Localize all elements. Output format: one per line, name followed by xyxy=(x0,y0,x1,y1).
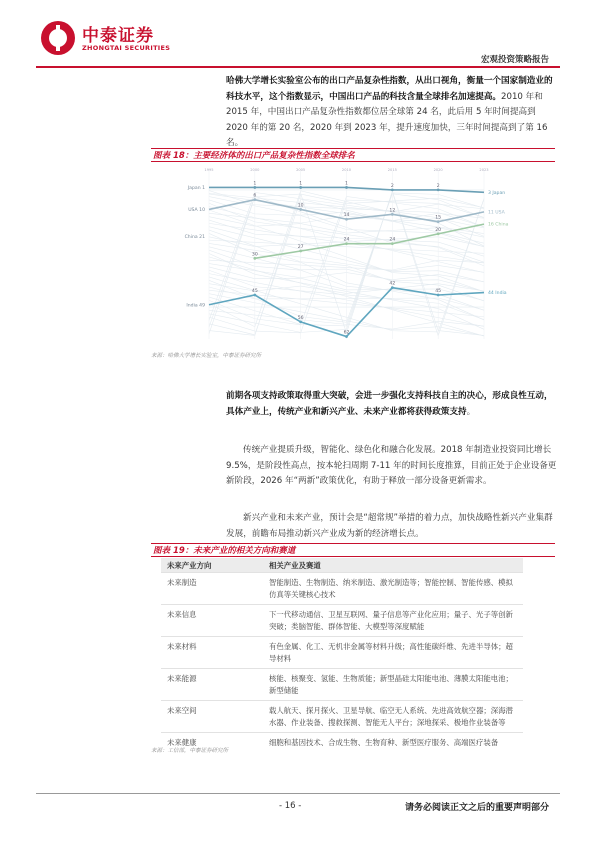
intro-paragraph xyxy=(226,74,558,152)
table-header-row xyxy=(161,558,523,573)
table-cell-sectors: 核能、核聚变、氢能、生物质能；新型晶硅太阳能电池、薄膜太阳能电池；新型储能 xyxy=(263,669,523,701)
figure-18-source: 来源：哈佛大学增长实验室，中泰证券研究所 xyxy=(151,353,262,359)
page-number: - 16 - xyxy=(279,801,302,811)
point-label: 6 xyxy=(253,193,257,199)
footer-divider xyxy=(36,793,560,794)
company-logo-icon xyxy=(41,21,75,55)
table-cell-direction: 未来能源 xyxy=(161,669,263,701)
point-label: 27 xyxy=(297,245,304,250)
series-point xyxy=(253,198,256,201)
point-label: 1 xyxy=(299,181,303,187)
point-label: 20 xyxy=(435,227,442,233)
series-point xyxy=(299,186,302,189)
x-tick-label: 1995 xyxy=(204,168,214,172)
table-cell-direction: 未来材料 xyxy=(161,637,263,669)
table-cell-sectors: 下一代移动通信、卫星互联网、量子信息等产业化应用；量子、光子等创新突破；类脑智能、群体智能、大模型等深度赋能 xyxy=(263,605,523,637)
point-label: 2 xyxy=(436,183,440,189)
intro-bold-text: 哈佛大学增长实验室公布的出口产品复杂性指数，从出口视角，衡量一个国家制造业的科技水平，这个指数显示，中国出口产品的科技含量全球排名加速提高。 xyxy=(226,76,553,102)
figure-19-title: 图表 19：未来产业的相关方向和赛道 xyxy=(151,543,555,557)
x-tick-label: 2023 xyxy=(479,168,489,172)
point-label: 24 xyxy=(389,237,396,243)
point-label: 12 xyxy=(389,208,396,214)
section2-lead-bold: 前期各项支持政策取得重大突破，会进一步强化支持科技自主的决心，形成良性互动，具体产业上，传统产业和新兴产业、未来产业都将获得政策支持 xyxy=(226,391,553,417)
point-label: 1 xyxy=(253,181,257,187)
point-label: 15 xyxy=(435,215,442,221)
table-cell-direction: 未来信息 xyxy=(161,605,263,637)
point-label: 62 xyxy=(343,330,350,336)
point-label: 14 xyxy=(343,213,350,219)
table-cell-direction: 未来空间 xyxy=(161,701,263,733)
point-label: 2 xyxy=(390,183,394,189)
x-tick-label: 2005 xyxy=(296,168,306,172)
series-point xyxy=(253,186,256,189)
series-point xyxy=(299,250,302,253)
table-row xyxy=(161,669,523,701)
series-point xyxy=(391,242,394,245)
table-cell-sectors: 智能制造、生物制造、纳米制造、激光制造等；智能控制、智能传感、模拟仿真等关键核心技术 xyxy=(263,573,523,605)
section2-paragraph-1: 传统产业提质升级，智能化、绿色化和融合化发展。2018 年制造业投资同比增长 9.5%，是阶段性高点，按本轮扫周期 7-11 年的时间长度推算，目前正处于企业设备更新阶段，2026 年“两新”政策优化，有助于释放一部分设备更新需求。 xyxy=(226,445,557,486)
series-point xyxy=(437,188,440,191)
section2-paragraph-2: 新兴产业和未来产业，预计会是“超常规”举措的着力点，加快战略性新兴产业集群发展，前瞻布局推动新兴产业成为新的经济增长点。 xyxy=(226,513,553,539)
rank-line-chart xyxy=(151,163,551,347)
series-end-label: 44 India xyxy=(488,291,507,297)
table-cell-direction: 未来制造 xyxy=(161,573,263,605)
point-label: 1 xyxy=(345,181,348,187)
series-start-label: Japan 1 xyxy=(187,186,205,192)
table-cell-direction: 未来健康 xyxy=(161,733,263,753)
report-type: 宏观投资策略报告 xyxy=(480,55,549,65)
series-point xyxy=(345,218,348,221)
series-point xyxy=(437,294,440,297)
series-start-label: China 21 xyxy=(184,234,205,240)
table-cell-sectors: 载人航天、探月探火、卫星导航、临空无人系统、先进高效航空器；深海潜水器、作业装备、搜救探测、智能无人平台；深地探采、极地作业装备等 xyxy=(263,701,523,733)
section2-lead-end: 。 xyxy=(466,407,476,417)
series-point xyxy=(299,320,302,323)
figure-18-title: 图表 18：主要经济体的出口产品复杂性指数全球排名 xyxy=(151,148,555,162)
table-cell-sectors: 有色金属、化工、无机非金属等材料升级；高性能碳纤维、先进半导体；超导材料 xyxy=(263,637,523,669)
series-end-label: 11 USA xyxy=(488,210,505,216)
table-header-direction: 未来产业方向 xyxy=(161,558,263,573)
series-point xyxy=(391,188,394,191)
disclaimer-note: 请务必阅读正文之后的重要声明部分 xyxy=(404,803,549,813)
point-label: 42 xyxy=(389,281,396,287)
series-point xyxy=(253,294,256,297)
point-label: 30 xyxy=(251,252,258,258)
x-tick-label: 2020 xyxy=(433,168,443,172)
series-point xyxy=(345,335,348,338)
table-row xyxy=(161,573,523,605)
logo-english-name: ZHONGTAI SECURITIES xyxy=(82,44,171,52)
point-label: 24 xyxy=(343,237,350,243)
intro-normal-text: 2010 年和 2015 年，中国出口产品复杂性指数都位居全球第 24 名，此后用 5 年时间提高到 2020 年的第 20 名，2020 年到 2023 年，提升速度加快，三年时间提高到了第 16 名。 xyxy=(226,91,548,148)
series-point xyxy=(345,242,348,245)
table-row xyxy=(161,701,523,733)
x-tick-label: 2000 xyxy=(250,168,260,172)
table-header-sectors: 相关产业及赛道 xyxy=(263,558,523,573)
series-point xyxy=(391,213,394,216)
series-start-label: USA 10 xyxy=(188,208,205,214)
section2-lead xyxy=(226,388,558,420)
series-point xyxy=(391,286,394,289)
series-end-label: 16 China xyxy=(488,222,509,228)
point-label: 45 xyxy=(435,289,442,294)
figure-19-source: 来源：工信部，中泰证券研究所 xyxy=(151,748,229,754)
series-end-label: 3 Japan xyxy=(488,190,506,196)
series-point xyxy=(437,220,440,223)
series-point xyxy=(437,232,440,235)
series-point xyxy=(299,208,302,211)
series-point xyxy=(253,257,256,260)
header-divider xyxy=(36,66,560,68)
logo-chinese-name: 中泰证券 xyxy=(82,26,154,46)
table-row xyxy=(161,637,523,669)
point-label: 56 xyxy=(297,315,304,321)
point-label: 10 xyxy=(297,203,304,209)
table-row xyxy=(161,605,523,637)
x-tick-label: 2015 xyxy=(387,168,397,172)
series-point xyxy=(345,186,348,189)
point-label: 45 xyxy=(251,289,258,294)
series-start-label: India 49 xyxy=(186,303,205,309)
table-cell-sectors: 细胞和基因技术、合成生物、生物育种、新型医疗服务、高端医疗装备 xyxy=(263,733,523,753)
x-tick-label: 2010 xyxy=(341,168,352,172)
future-industry-table xyxy=(161,558,523,753)
